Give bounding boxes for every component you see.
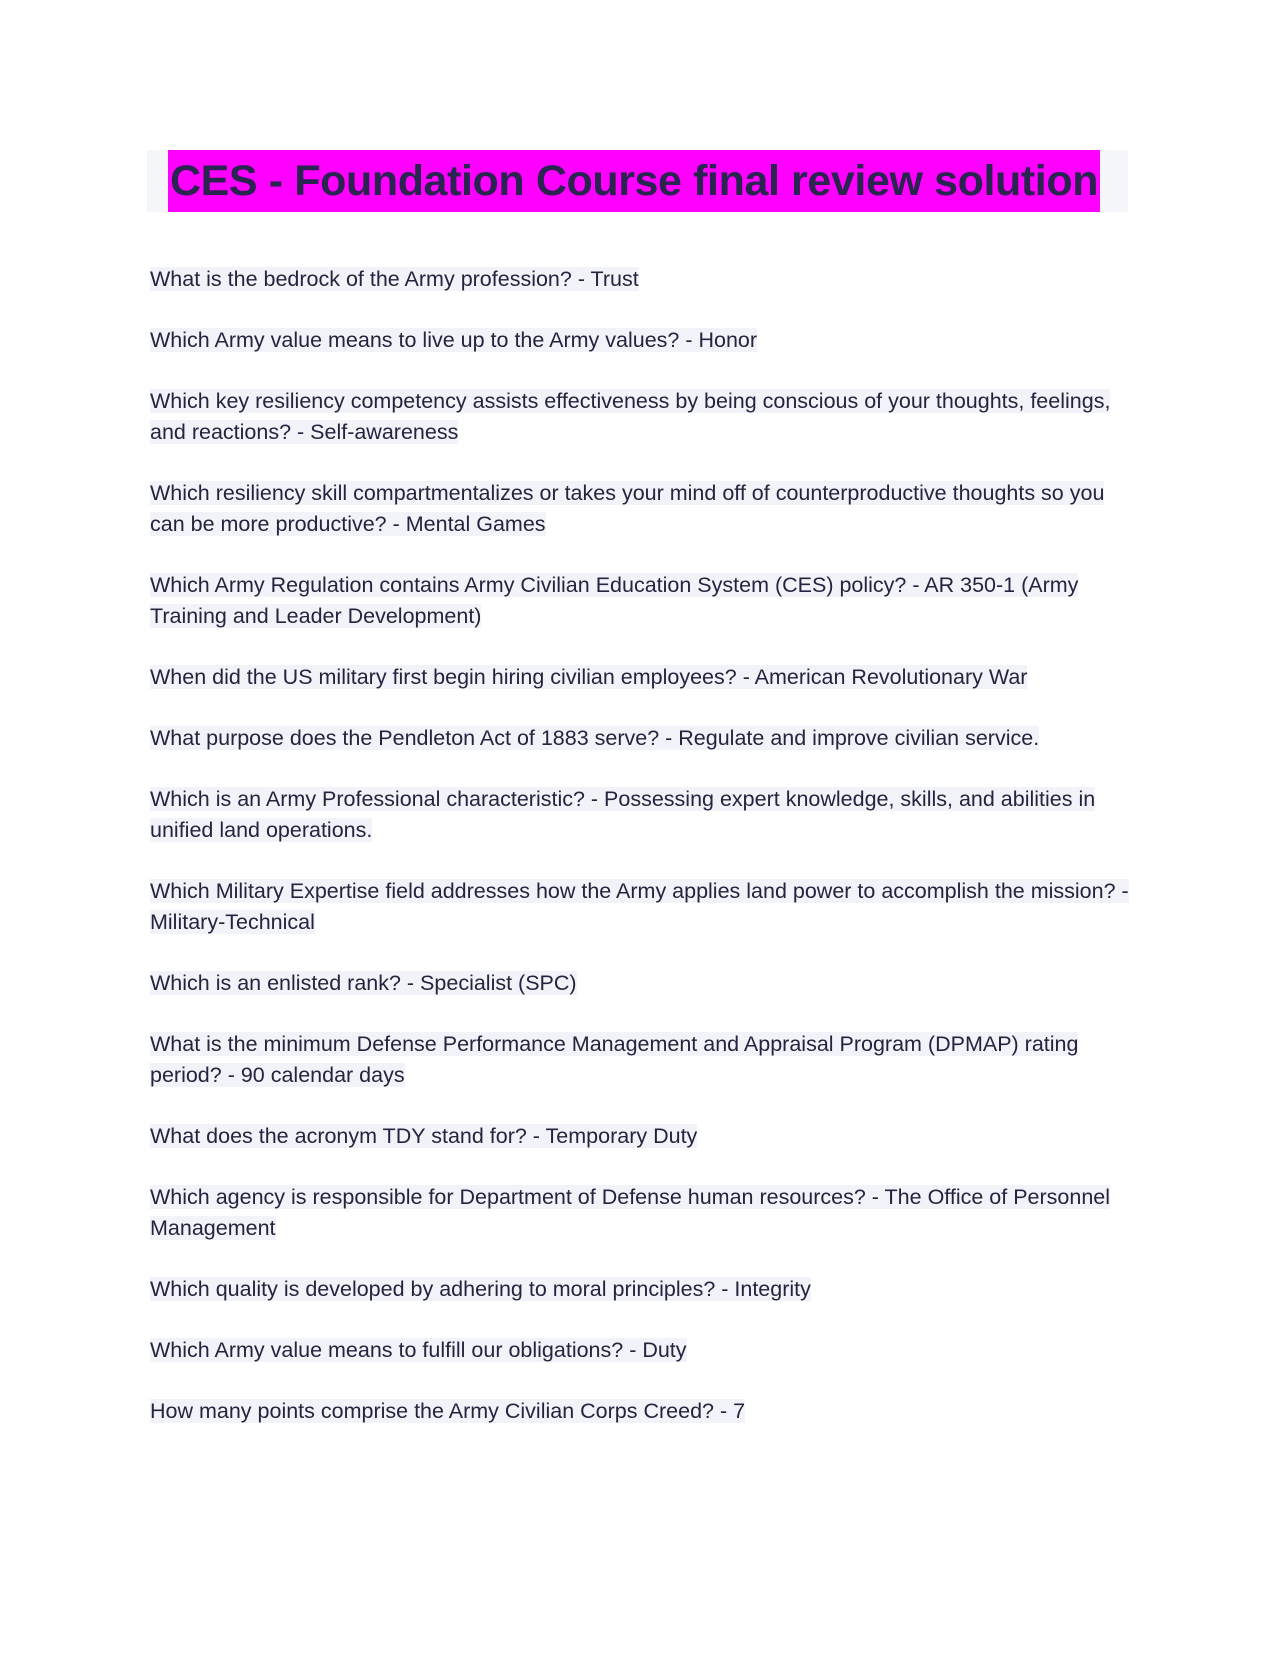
qa-text: Which Army Regulation contains Army Civilian Education System (CES) policy? - AR 350-1 (Army Training and Leader Development) [150,573,1079,628]
list-item [150,1029,1130,1091]
qa-text: Which resiliency skill compartmentalizes or takes your mind off of counterproductive thoughts so you can be more productive? - Mental Games [150,481,1105,536]
list-item [150,386,1130,448]
qa-text: When did the US military first begin hiring civilian employees? - American Revolutionary War [150,665,1028,689]
list-item [150,325,1130,356]
qa-text: Which Army value means to live up to the Army values? - Honor [150,328,758,352]
list-item [150,723,1130,754]
list-item [150,876,1130,938]
qa-text: What is the minimum Defense Performance Management and Appraisal Program (DPMAP) rating period? - 90 calendar days [150,1032,1079,1087]
qa-text: What purpose does the Pendleton Act of 1883 serve? - Regulate and improve civilian service. [150,726,1040,750]
list-item [150,1182,1130,1244]
qa-text: Which key resiliency competency assists effectiveness by being conscious of your thoughts, feelings, and reactions? - Self-awareness [150,389,1111,444]
list-item [150,1335,1130,1366]
list-item [150,968,1130,999]
qa-text: Which Military Expertise field addresses how the Army applies land power to accomplish the mission? - Military-Technical [150,879,1129,934]
list-item [150,478,1130,540]
qa-text: Which is an Army Professional characteristic? - Possessing expert knowledge, skills, and abilities in unified land operations. [150,787,1096,842]
list-item [150,1396,1130,1427]
list-item [150,264,1130,295]
page-title: CES - Foundation Course final review solution [168,150,1100,212]
list-item [150,1274,1130,1305]
qa-text: Which is an enlisted rank? - Specialist (SPC) [150,971,577,995]
list-item [150,1121,1130,1152]
qa-text: Which Army value means to fulfill our obligations? - Duty [150,1338,687,1362]
qa-text: Which quality is developed by adhering to moral principles? - Integrity [150,1277,811,1301]
qa-list [150,264,1130,1457]
qa-text: Which agency is responsible for Department of Defense human resources? - The Office of Personnel Management [150,1185,1111,1240]
list-item [150,784,1130,846]
list-item [150,570,1130,632]
qa-text: How many points comprise the Army Civilian Corps Creed? - 7 [150,1399,746,1423]
list-item [150,662,1130,693]
qa-text: What does the acronym TDY stand for? - Temporary Duty [150,1124,698,1148]
qa-text: What is the bedrock of the Army profession? - Trust [150,267,639,291]
